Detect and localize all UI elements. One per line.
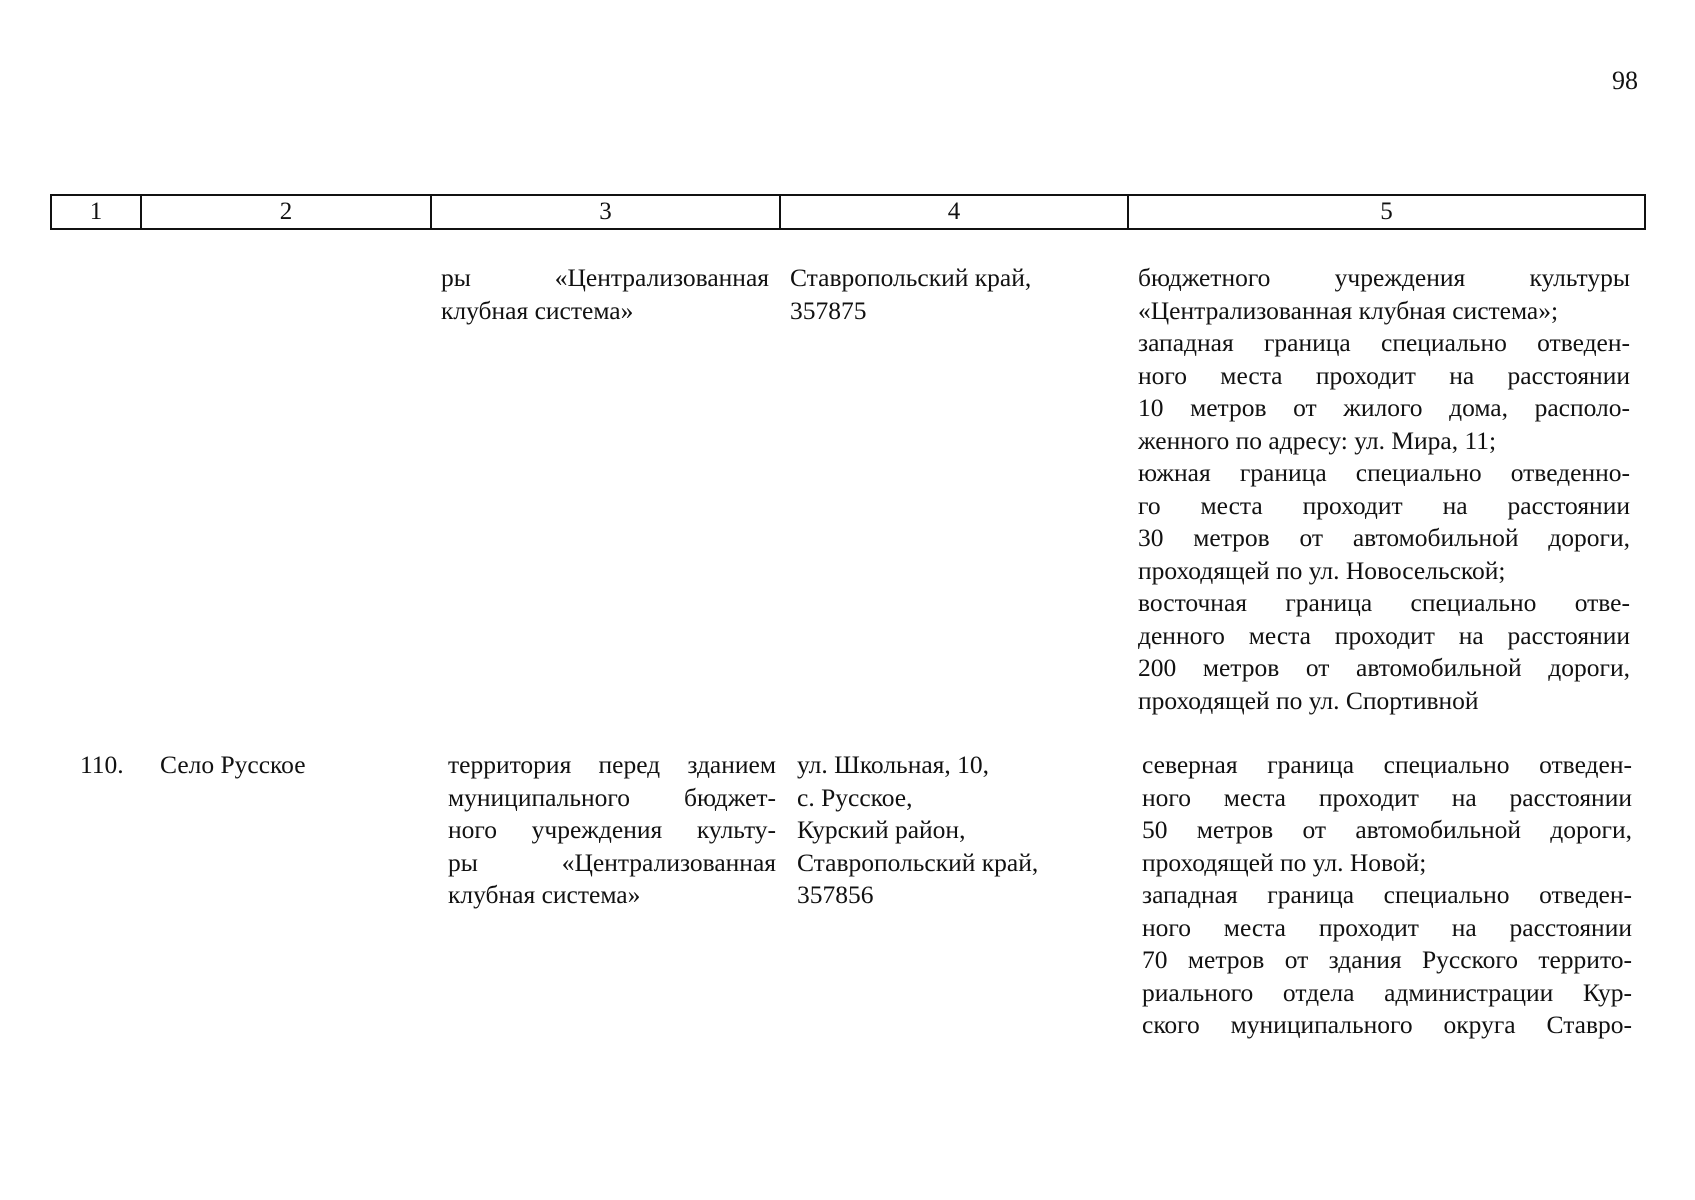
- row-1-boundary-line: женного по адресу: ул. Мира, 11;: [1138, 425, 1497, 455]
- row-1-boundary-line: южная граница специально отведенно-: [1138, 458, 1630, 487]
- row-2-location-line: клубная система»: [448, 880, 641, 909]
- row-2-boundary-line: проходящей по ул. Новой;: [1142, 847, 1427, 877]
- row-1-boundary-line: 10 метров от жилого дома, располо-: [1138, 393, 1630, 422]
- column-number-header: [50, 194, 1646, 230]
- row-2-boundaries: [1142, 749, 1632, 1042]
- row-1-address-line: Ставропольский край,: [790, 263, 1032, 292]
- row-1-boundary-line: 30 метров от автомобильной дороги,: [1138, 523, 1630, 552]
- row-2-boundary-line: ского муниципального округа Ставро-: [1142, 1010, 1632, 1039]
- row-2-address-line: с. Русское,: [797, 782, 913, 812]
- row-1-boundary-line: денного места проходит на расстоянии: [1138, 620, 1630, 650]
- row-2-boundary-line: ного места проходит на расстоянии: [1142, 912, 1632, 942]
- row-2-boundary-line: риального отдела администрации Кур-: [1142, 977, 1632, 1007]
- row-1-boundary-line: проходящей по ул. Новосельской;: [1138, 555, 1506, 585]
- row-1-boundary-line: западная граница специально отведен-: [1138, 328, 1630, 357]
- row-2-location-line: муниципального бюджет-: [448, 782, 776, 812]
- row-2-address-line: Ставропольский край,: [797, 847, 1039, 877]
- row-2-number: [80, 749, 140, 782]
- row-1-boundary-line: го места проходит на расстоянии: [1138, 490, 1630, 520]
- row-number: 110.: [80, 750, 124, 779]
- settlement-name: Село Русское: [160, 750, 306, 779]
- row-2-boundary-line: 50 метров от автомобильной дороги,: [1142, 815, 1632, 844]
- row-1-boundary-line: бюджетного учреждения культуры: [1138, 263, 1630, 292]
- row-2-location-line: территория перед зданием: [448, 750, 776, 779]
- row-2-location-line: ного учреждения культу-: [448, 815, 776, 844]
- row-1-boundary-line: «Централизованная клубная система»;: [1138, 295, 1559, 325]
- row-1-address-line: 357875: [790, 295, 867, 325]
- row-1-location-line: клубная система»: [441, 295, 634, 325]
- row-2-address: [797, 749, 1097, 912]
- header-col-2: 2: [141, 195, 431, 229]
- row-1-boundary-line: ного места проходит на расстоянии: [1138, 360, 1630, 390]
- row-2-location-line: ры «Централизованная: [448, 847, 776, 877]
- row-1-location-line: ры «Централизованная: [441, 263, 769, 292]
- header-col-5: 5: [1128, 195, 1645, 229]
- row-2-boundary-line: 70 метров от здания Русского террито-: [1142, 945, 1632, 974]
- row-2-boundary-line: ного места проходит на расстоянии: [1142, 782, 1632, 812]
- row-1-address: [790, 262, 1090, 327]
- header-col-4: 4: [780, 195, 1128, 229]
- row-1-boundary-line: 200 метров от автомобильной дороги,: [1138, 653, 1630, 682]
- row-2-address-line: ул. Школьная, 10,: [797, 750, 990, 779]
- row-2-location: [448, 749, 776, 912]
- header-col-3: 3: [431, 195, 780, 229]
- row-1-boundaries: [1138, 262, 1630, 717]
- page-number: 98: [1612, 66, 1638, 95]
- row-2-boundary-line: северная граница специально отведен-: [1142, 750, 1632, 779]
- row-1-location: [441, 262, 769, 327]
- row-2-settlement: [160, 749, 420, 782]
- row-2-boundary-line: западная граница специально отведен-: [1142, 880, 1632, 909]
- header-col-1: 1: [89, 198, 103, 225]
- row-2-address-line: 357856: [797, 880, 874, 909]
- row-1-boundary-line: проходящей по ул. Спортивной: [1138, 685, 1479, 715]
- row-2-address-line: Курский район,: [797, 815, 966, 844]
- row-1-boundary-line: восточная граница специально отве-: [1138, 588, 1630, 617]
